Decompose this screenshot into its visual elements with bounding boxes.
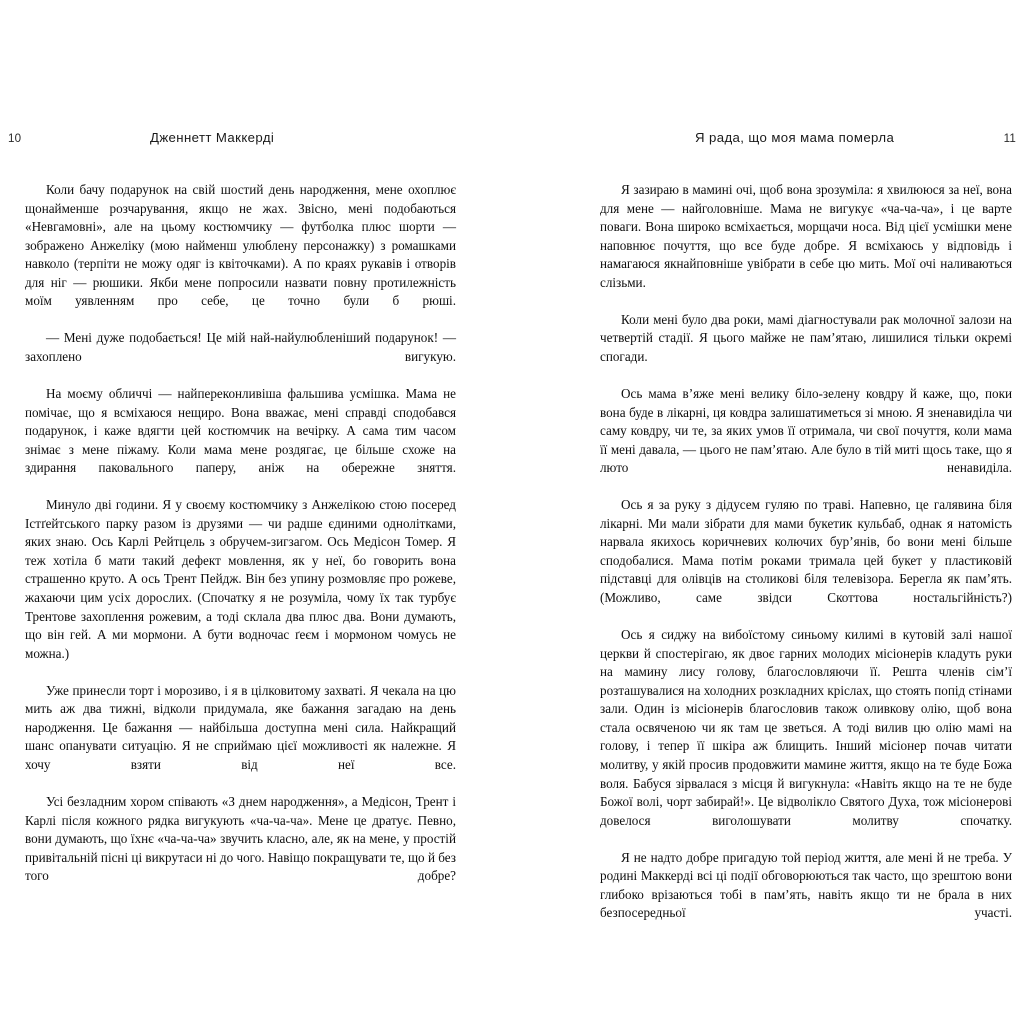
paragraph: Коли мені було два роки, мамі діагностували рак молочної залози на четвертій стадії. Я цього майже не пам’ятаю, лишилися тільки окремі спогади. <box>600 311 1012 364</box>
paragraph: — Мені дуже подобається! Це мій най-найулюбленіший подарунок! — захоплено вигукую. <box>25 330 456 364</box>
paragraph: Усі безладним хором співають «З днем народження», а Медісон, Трент і Карлі після кожного рядка вигукують «ча-ча-ча». Мене це дратує. Певно, вони думають, що їхнє «ча-ча-ча» звучить класно, але, як на мене, у простій привітальній пісні ці викрутаси ні до чого. Навіщо покращувати те, що й без того добре? <box>25 794 456 884</box>
paragraph: Уже принесли торт і морозиво, і я в цілковитому захваті. Я чекала на цю мить аж два тижні, відколи придумала, яке бажання загадаю на день народження. Це бажання — найбільша доступна мені сила. Найкращий шанс опанувати ситуацію. Я не сприймаю цієї можливості як належне. Я хочу взяти від неї все. <box>25 682 456 772</box>
right-running-head-title: Я рада, що моя мама померла <box>695 130 895 145</box>
left-running-head-title: Дженнетт Маккерді <box>150 130 275 145</box>
right-page-number: 11 <box>1003 132 1016 145</box>
paragraph: Ось я за руку з дідусем гуляю по траві. Напевно, це галявина біля лікарні. Ми мали зібрати для мами букетик кульбаб, однак я натомість нарвала якихось коричневих колючих бур’янів, бо вони мені більше сподобалися. Мама потім роками тримала цей букет у пластиковій підставці для олівців на столикові біля телевізора. Берегла як пам’ять. (Можливо, саме звідси Скоттова ностальгійність?) <box>600 497 1012 606</box>
paragraph: Ось мама в’яже мені велику біло-зелену ковдру й каже, що, поки вона буде в лікарні, ця ковдра залишатиметься зі мною. Я зненавиділа чи саму ковдру, чи те, за яких умов її отримала, чи свої почуття, коли мама її мені давала, — цього не пам’ятаю. Але було в тій миті щось таке, що я люто ненавиділа. <box>600 386 1012 476</box>
right-text-column <box>600 181 1012 941</box>
paragraph: Коли бачу подарунок на свій шостий день народження, мене охоплює щонайменше розчарування, якщо не жах. Звісно, мені подобаються «Невгамовні», але на цьому костюмчику — футболка плюс шорти — зображено Анжеліку (мою найменш улюблену персонажку) з ромашками навколо (терпіти не можу одяг із квіточками). А по краях рукавів і отворів для ніг — рюшики. Якби мене попросили назвати повну протилежність моїм уявленням про себе, це точно були б рюші. <box>25 182 456 309</box>
paragraph: На моєму обличчі — найпереконливіша фальшива усмішка. Мама не помічає, що я всміхаюся нещиро. Вона вважає, мені справді сподобався подарунок, і каже вдягти цей костюмчик на вечірку. А сама тим часом знімає з мене піжаму. Коли мама мене роздягає, це більше схоже на здирання паковального паперу, аніж на обережне зняття. <box>25 386 456 476</box>
paragraph: Я зазираю в мамині очі, щоб вона зрозуміла: я хвилююся за неї, вона для мене — найголовніше. Мама не вигукує «ча-ча-ча», і це варте поваги. Вона широко всміхається, морщачи носа. Від цієї усмішки мене наповнює почуття, що все буде добре. Я всміхаюсь у відповідь і намагаюся якнайповніше увібрати в себе цю мить. Мої очі наливаються слізьми. <box>600 182 1012 290</box>
right-page <box>512 0 1024 1024</box>
paragraph: Ось я сиджу на вибоїстому синьому килимі в кутовій залі нашої церкви й спостерігаю, як двоє гарних молодих місіонерів кладуть руки на мамину лису голову, благословляючи її. Решта членів сім’ї розташувалися на холодних розкладних кріслах, що стоять попід стінами зали. Один із місіонерів благословив також оливкову олію, щоб вона стала освяченою чи як там це зветься. А тоді вилив цю олію мамі на голову, і тепер її шкіра аж блищить. Інший місіонер почав читати молитву, у якій просив продовжити мамине життя, якщо на те буде Божа воля. Бабуся зірвалася з місця й вигукнула: «Навіть якщо на те не буде Божої волі, чорт забирай!». Це відволікло Святого Духа, тож місіонерові довелося виголошувати молитву спочатку. <box>600 627 1012 828</box>
left-text-column <box>25 181 456 904</box>
left-page-number: 10 <box>8 132 22 145</box>
left-running-head <box>0 130 512 150</box>
right-running-head <box>512 130 1024 150</box>
paragraph: Я не надто добре пригадую той період життя, але мені й не треба. У родині Маккерді всі ці події обговорюються так часто, що зрештою вони глибоко врізаються тобі в пам’ять, навіть якщо ти не брала в них безпосередньої участі. <box>600 849 1012 921</box>
paragraph: Минуло дві години. Я у своєму костюмчику з Анжелікою стою посеред Істґейтського парку разом із друзями — чи радше єдиними однолітками, яких знаю. Ось Карлі Рейтцель з обручем-зигзагом. Ось Медісон Томер. Я теж хотіла б мати такий дефект мовлення, як у неї, бо говорить вона страшенно круто. А ось Трент Пейдж. Він без упину розмовляє про рожеве, жахаючи цим усіх дорослих. (Спочатку я не розуміла, чому їх так турбує Трентове захоплення рожевим, а тоді склала два плюс два. Вони думають, що він гей. А ми мормони. А бути водночас ґеєм і мормоном чомусь не можна.) <box>25 497 456 661</box>
